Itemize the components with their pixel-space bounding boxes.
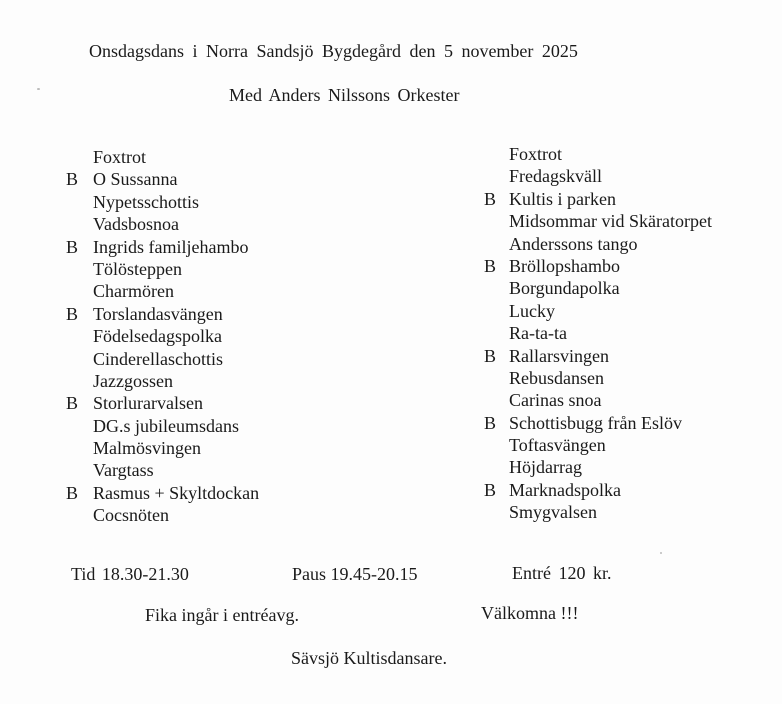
dance-name: Storlurarvalsen <box>93 393 203 414</box>
dance-name: Charmören <box>93 281 174 302</box>
dance-name: Torslandasvängen <box>93 303 223 324</box>
dance-name: Rallarsvingen <box>509 345 609 366</box>
dance-name: Ingrids familjehambo <box>93 236 249 257</box>
scan-speck <box>37 88 40 90</box>
dance-name: Bröllopshambo <box>509 255 620 276</box>
dance-marker: B <box>66 236 79 257</box>
dance-name: Toftasvängen <box>509 435 606 456</box>
dance-name: Cinderellaschottis <box>93 348 223 369</box>
event-title: Onsdagsdans i Norra Sandsjö Bygdegård den 5 november 2025 <box>89 41 578 61</box>
dance-marker: B <box>484 412 497 433</box>
dance-name: Foxtrot <box>509 144 563 164</box>
dance-name: Rasmus + Skyltdockan <box>93 482 260 503</box>
dance-name: Lucky <box>509 300 555 321</box>
dance-name: O Sussanna <box>93 169 178 190</box>
dance-name: Marknadspolka <box>509 479 621 500</box>
dance-marker: B <box>484 345 497 366</box>
dance-name: Foxtrot <box>93 147 147 167</box>
dance-name: Anderssons tango <box>509 233 638 254</box>
dance-name: Midsommar vid Skäratorpet <box>509 211 712 232</box>
dance-name: Nypetsschottis <box>93 191 199 212</box>
dance-name: Schottisbugg från Eslöv <box>509 412 682 433</box>
dance-name: Vadsbosnoa <box>93 214 179 235</box>
band-subtitle: Med Anders Nilssons Orkester <box>229 85 460 105</box>
dance-name: Tölösteppen <box>93 258 182 279</box>
time-info: Tid 18.30-21.30 <box>71 564 189 584</box>
dance-name: Födelsedagspolka <box>93 326 222 347</box>
welcome-note: Välkomna !!! <box>481 603 579 623</box>
dance-name: Höjdarrag <box>509 457 582 478</box>
dance-marker: B <box>66 169 79 190</box>
scan-speck <box>660 552 662 554</box>
dance-name: Rebusdansen <box>509 367 604 388</box>
dance-name: Carinas snoa <box>509 390 602 411</box>
dance-marker: B <box>484 479 497 500</box>
dance-name: DG.s jubileumsdans <box>93 415 239 436</box>
entrance-fee: Entré 120 kr. <box>512 563 612 583</box>
organizer-name: Sävsjö Kultisdansare. <box>291 648 447 668</box>
dance-name: Cocsnöten <box>93 505 169 526</box>
dance-marker: B <box>66 393 79 414</box>
dance-name: Fredagskväll <box>509 166 602 187</box>
dance-name: Vargtass <box>93 460 154 481</box>
dance-marker: B <box>66 303 79 324</box>
dance-name: Malmösvingen <box>93 438 201 459</box>
dance-marker: B <box>66 482 79 503</box>
dance-marker: B <box>484 188 497 209</box>
dance-marker: B <box>484 255 497 276</box>
fika-note: Fika ingår i entréavg. <box>145 605 299 625</box>
dance-name: Ra-ta-ta <box>509 323 567 344</box>
dance-name: Jazzgossen <box>93 370 173 391</box>
dance-name: Kultis i parken <box>509 188 616 209</box>
dance-name: Smygvalsen <box>509 502 597 523</box>
dance-name: Borgundapolka <box>509 278 620 299</box>
break-info: Paus 19.45-20.15 <box>292 564 418 584</box>
